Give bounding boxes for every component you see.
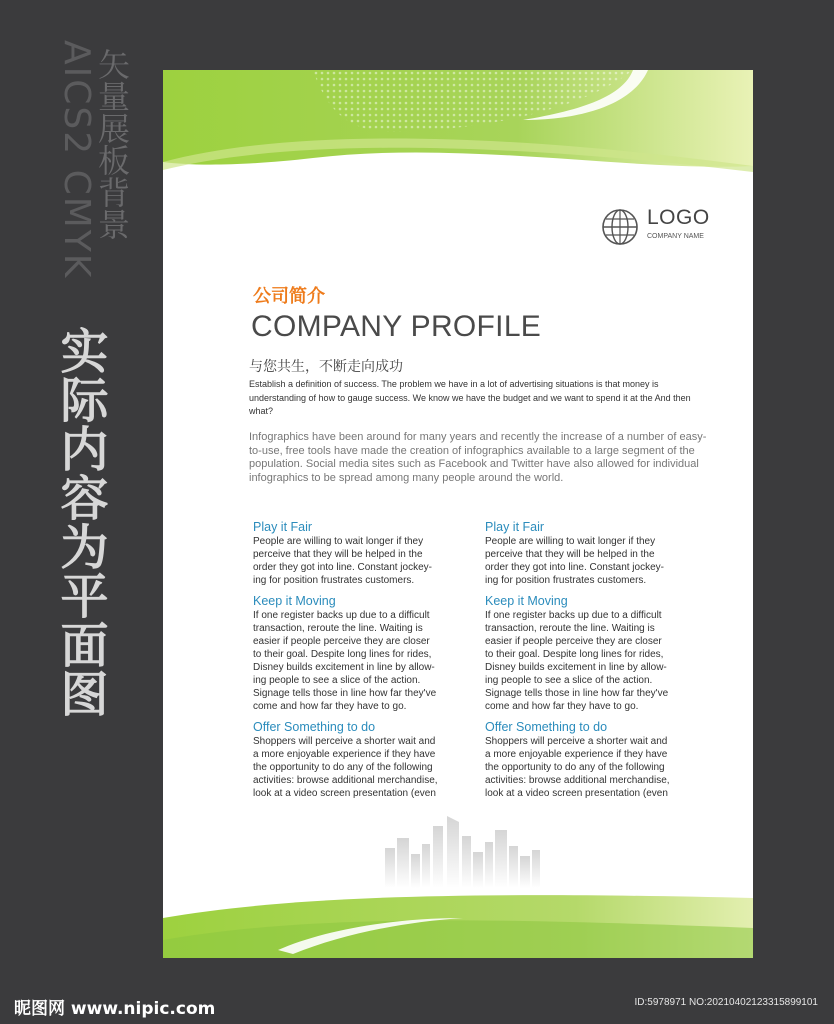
- content-column-right: [485, 520, 705, 808]
- section-body: If one register backs up due to a difficult transaction, reroute the line. Waiting is easier if people perceive they are closer to their goal. Despite long lines for rides, Disney builds excitement in line by allow- ing people to see a slice of the action. Signage tells those in line how far they've come and how far they have to go.: [485, 610, 669, 712]
- section-play-it-fair: [253, 520, 473, 587]
- intro-paragraph-2: Infographics have been around for many years and recently the increase of a number of easy-to-use, free tools have made the creation of infographics available to a large segment of the population. Social media sites such as Facebook and Twitter have also allowed for individual infographics to be spread among many people around the world.: [249, 431, 707, 484]
- section-offer-something: [485, 720, 705, 801]
- globe-icon: [601, 208, 639, 246]
- logo-company-name: COMPANY NAME: [647, 233, 704, 240]
- bottom-wave-decoration: [163, 888, 753, 958]
- content-column-left: [253, 520, 473, 808]
- intro-paragraph-1: Establish a definition of success. The problem we have in a lot of advertising situations is that money is understanding of how to gauge success. We know we have the budget and we want to spend it at the And then what?: [249, 379, 691, 416]
- watermark-id: ID:5978971 NO:20210402123315899101: [634, 997, 818, 1008]
- section-heading: Play it Fair: [485, 520, 545, 534]
- watermark-site: 昵图网 www.nipic.com: [14, 999, 216, 1019]
- page-title: COMPANY PROFILE: [251, 310, 542, 343]
- section-heading: Offer Something to do: [485, 720, 608, 734]
- section-heading: Play it Fair: [253, 520, 313, 534]
- title-chinese: 公司简介: [253, 286, 325, 307]
- section-offer-something: [253, 720, 473, 801]
- side-vertical-text: [56, 40, 136, 280]
- company-logo: [601, 206, 721, 250]
- top-wave-decoration: [163, 70, 753, 180]
- section-play-it-fair: [485, 520, 705, 587]
- section-body: People are willing to wait longer if they perceive that they will be helped in the order they got into line. Constant jockey- ing for position frustrates customers.: [485, 536, 664, 586]
- section-heading: Keep it Moving: [485, 594, 568, 608]
- side-caption: 实际内容为平面图: [52, 326, 108, 718]
- section-keep-it-moving: [253, 594, 473, 713]
- section-heading: Offer Something to do: [253, 720, 376, 734]
- section-body: People are willing to wait longer if they perceive that they will be helped in the order they got into line. Constant jockey- ing for position frustrates customers.: [253, 536, 432, 586]
- poster: [163, 70, 753, 958]
- logo-text: LOGO: [647, 206, 710, 229]
- section-body: If one register backs up due to a difficult transaction, reroute the line. Waiting is easier if people perceive they are closer to their goal. Despite long lines for rides, Disney builds excitement in line by allow- ing people to see a slice of the action. Signage tells those in line how far they've come and how far they have to go.: [253, 610, 437, 712]
- side-cjk-text: 矢量展板背景: [93, 48, 131, 240]
- slogan: 与您共生，不断走向成功: [249, 359, 403, 375]
- section-body: Shoppers will perceive a shorter wait and a more enjoyable experience if they have the opportunity to do any of the following activities: browse additional merchandise, look at a video screen presentation (even: [485, 736, 670, 799]
- side-latin-text: AICS2 CMYK: [56, 40, 97, 280]
- section-keep-it-moving: [485, 594, 705, 713]
- city-skyline-graphic: [375, 808, 555, 888]
- section-heading: Keep it Moving: [253, 594, 336, 608]
- section-body: Shoppers will perceive a shorter wait and a more enjoyable experience if they have the opportunity to do any of the following activities: browse additional merchandise, look at a video screen presentation (even: [253, 736, 438, 799]
